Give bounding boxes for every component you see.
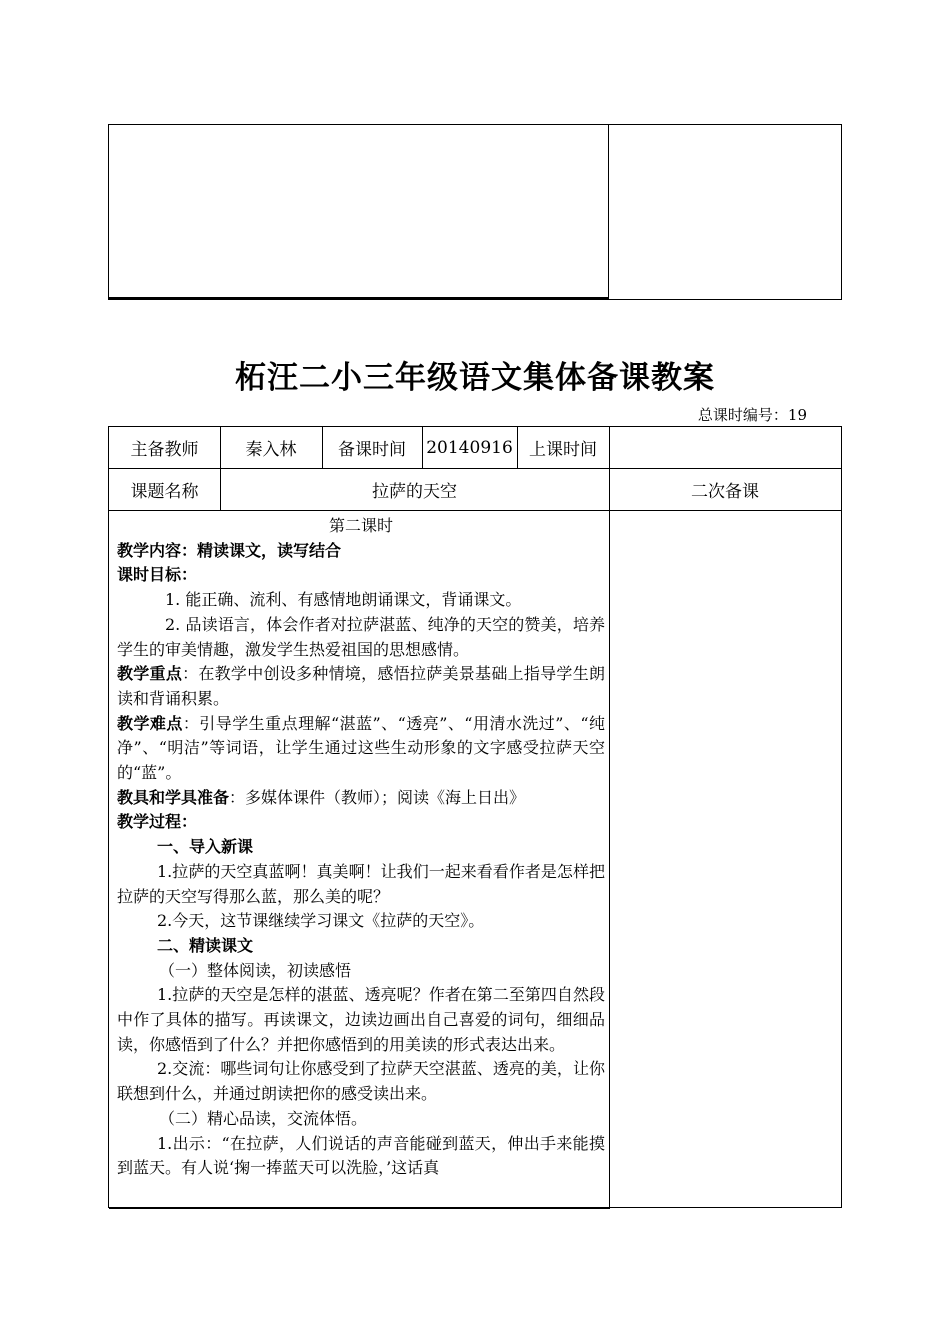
teacher-name: 秦入林: [245, 440, 297, 460]
prep-time-label: 备课时间: [338, 440, 406, 460]
topic-label: 课题名称: [130, 481, 199, 502]
second-prep-label: 二次备课: [691, 481, 759, 502]
tools-label: 教具和学具准备: [117, 787, 230, 807]
section-1-heading: 一、导入新课: [157, 837, 254, 857]
row-divider: [109, 510, 841, 511]
lesson-content: [117, 514, 605, 1181]
key-point-label: 教学重点: [117, 664, 183, 684]
difficulty: [117, 712, 605, 786]
teacher-label: 主备教师: [130, 440, 199, 460]
subsection-1-paragraph-2: 2.交流：哪些词句让你感受到了拉萨天空湛蓝、透亮的美，让你联想到什么，并通过朗读把你的感受读出来。: [117, 1059, 605, 1104]
class-time-label: 上课时间: [529, 440, 597, 460]
section-1-paragraph-2: 2.今天，这节课继续学习课文《拉萨的天空》。: [157, 911, 485, 931]
key-point-text: ：在教学中创设多种情境，感悟拉萨美景基础上指导学生朗读和背诵积累。: [117, 664, 605, 708]
lesson-plan-table: [108, 426, 842, 1208]
key-point: [117, 662, 605, 711]
lesson-number: 总课时编号：19: [697, 406, 807, 424]
difficulty-text: ：引导学生重点理解“湛蓝”、“透亮”、“用清水洗过”、“纯净”、“明洁”等词语，让学生通过这些生动形象的文字感受拉萨天空的“蓝”。: [117, 713, 605, 783]
difficulty-label: 教学难点: [117, 713, 183, 733]
col-divider: [609, 427, 610, 1209]
class-time-value: [609, 427, 841, 468]
subsection-2-paragraph-1: 1.出示：“在拉萨，人们说话的声音能碰到蓝天，伸出手来能摸到蓝天。有人说‘掬一捧蓝天可以洗脸，’这话真: [117, 1133, 605, 1178]
teaching-content: 教学内容：精读课文，读写结合: [117, 540, 342, 560]
section-1-paragraph-1: 1.拉萨的天空真蓝啊！真美啊！让我们一起来看看作者是怎样把拉萨的天空写得那么蓝，那么美的呢？: [117, 861, 605, 906]
tools: [117, 786, 605, 811]
prep-time-value: 20140916: [426, 437, 513, 458]
section-2-heading: 二、精读课文: [157, 935, 254, 955]
subsection-1-paragraph-1: 1.拉萨的天空是怎样的湛蓝、透亮呢？作者在第二至第四自然段中作了具体的描写。再读课文，边读边画出自己喜爱的词句，细细品读，你感悟到了什么？并把你感悟到的用美读的形式表达出来。: [117, 985, 605, 1054]
objective-1: 1. 能正确、流利、有感情地朗诵课文，背诵课文。: [165, 590, 522, 610]
tools-text: ：多媒体课件（教师）；阅读《海上日出》: [229, 787, 526, 807]
subsection-2-heading: （二）精心品读，交流体悟。: [159, 1108, 368, 1128]
subsection-1-heading: （一）整体阅读，初读感悟: [159, 960, 352, 980]
previous-page-content-cell: [109, 125, 609, 299]
process-label: 教学过程：: [117, 812, 198, 832]
topic-value: 拉萨的天空: [372, 481, 457, 502]
period-heading: 第二课时: [328, 516, 393, 535]
objective-2: 2. 品读语言，体会作者对拉萨湛蓝、纯净的天空的赞美，培养学生的审美情趣，激发学生热爱祖国的思想感情。: [117, 614, 605, 659]
content-bottom-rule: [109, 1207, 609, 1209]
previous-page-table: [108, 124, 842, 300]
objectives-label: 课时目标：: [117, 565, 198, 585]
document-title: 柘汪二小三年级语文集体备课教案: [235, 360, 715, 396]
